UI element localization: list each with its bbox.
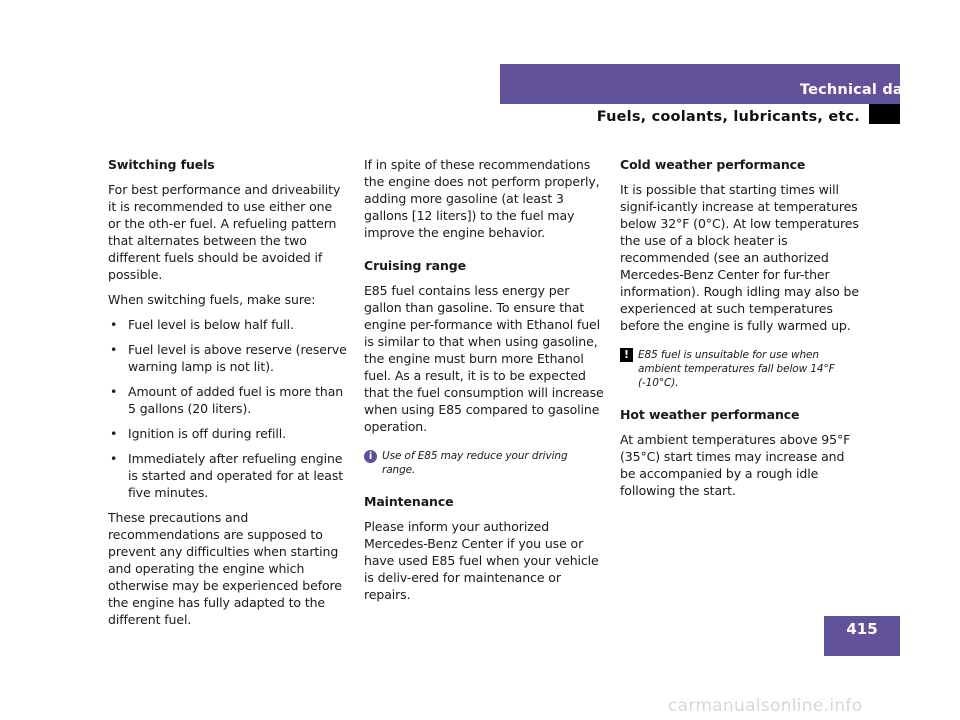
section-tab-marker bbox=[869, 104, 900, 124]
list-item: • Ignition is off during refill. bbox=[110, 426, 286, 441]
list-item: • Fuel level is above reserve (reserve warning lamp is not lit). bbox=[110, 342, 347, 374]
paragraph: When switching fuels, make sure: bbox=[108, 292, 316, 307]
column-1 bbox=[108, 156, 348, 636]
column-2 bbox=[364, 156, 604, 611]
list-item: • Amount of added fuel is more than 5 gallons (20 liters). bbox=[110, 384, 344, 416]
exclamation-icon: ! bbox=[620, 348, 633, 362]
info-note-text: Use of E85 may reduce your driving range. bbox=[382, 450, 568, 476]
column-3 bbox=[620, 156, 860, 507]
page-number: 415 bbox=[846, 620, 878, 638]
heading-cruising-range: Cruising range bbox=[364, 258, 466, 273]
info-icon: i bbox=[364, 450, 377, 463]
list-item: • Fuel level is below half full. bbox=[110, 317, 294, 332]
watermark: carmanualsonline.info bbox=[668, 696, 863, 716]
warning-note bbox=[620, 348, 860, 390]
paragraph: Please inform your authorized Mercedes-Benz Center if you use or have used E85 fuel when your vehicle is deliv-ered for maintenance or repairs. bbox=[364, 519, 599, 602]
heading-switching-fuels: Switching fuels bbox=[108, 157, 215, 172]
bullet-icon: • bbox=[110, 451, 118, 466]
paragraph: At ambient temperatures above 95°F (35°C) start times may increase and be accompanied by a rough idle following the start. bbox=[620, 432, 851, 498]
warning-note-text: E85 fuel is unsuitable for use when ambient temperatures fall below 14°F (-10°C). bbox=[638, 349, 835, 389]
paragraph: E85 fuel contains less energy per gallon than gasoline. To ensure that engine per-formance with Ethanol fuel is similar to that when using gasoline, the engine must burn more Ethanol fuel. As a result, it is to be expected that the fuel consumption will increase when using E85 compared to gasoline operation. bbox=[364, 283, 604, 434]
heading-maintenance: Maintenance bbox=[364, 494, 454, 509]
bullet-icon: • bbox=[110, 317, 118, 332]
heading-hot-weather: Hot weather performance bbox=[620, 407, 800, 422]
paragraph: For best performance and driveability it is recommended to use either one or the oth-er fuel. A refueling pattern that alternates between the two different fuels should be avoided if possible. bbox=[108, 182, 341, 282]
bullet-list bbox=[108, 316, 348, 501]
paragraph: If in spite of these recommendations the engine does not perform properly, adding more gasoline (at least 3 gallons [12 liters]) to the fuel may improve the engine behavior. bbox=[364, 157, 600, 240]
bullet-icon: • bbox=[110, 342, 118, 357]
bullet-icon: • bbox=[110, 426, 118, 441]
section-title: Technical data bbox=[799, 82, 920, 98]
paragraph: These precautions and recommendations are supposed to prevent any difficulties when starting and operating the engine which otherwise may be experienced before the engine has fully adapted to the different fuel. bbox=[108, 510, 342, 627]
info-note bbox=[364, 449, 604, 477]
bullet-icon: • bbox=[110, 384, 118, 399]
list-item: • Immediately after refueling engine is started and operated for at least five minutes. bbox=[110, 451, 344, 500]
heading-cold-weather: Cold weather performance bbox=[620, 157, 806, 172]
paragraph: It is possible that starting times will signif-icantly increase at temperatures below 32°F (0°C). At low temperatures the use of a block heater is recommended (see an authorized Mercedes-Benz Center for fur-ther information). Rough idling may also be experienced at such temperatures before the engine is fully warmed up. bbox=[620, 182, 859, 333]
subsection-title: Fuels, coolants, lubricants, etc. bbox=[596, 109, 860, 125]
